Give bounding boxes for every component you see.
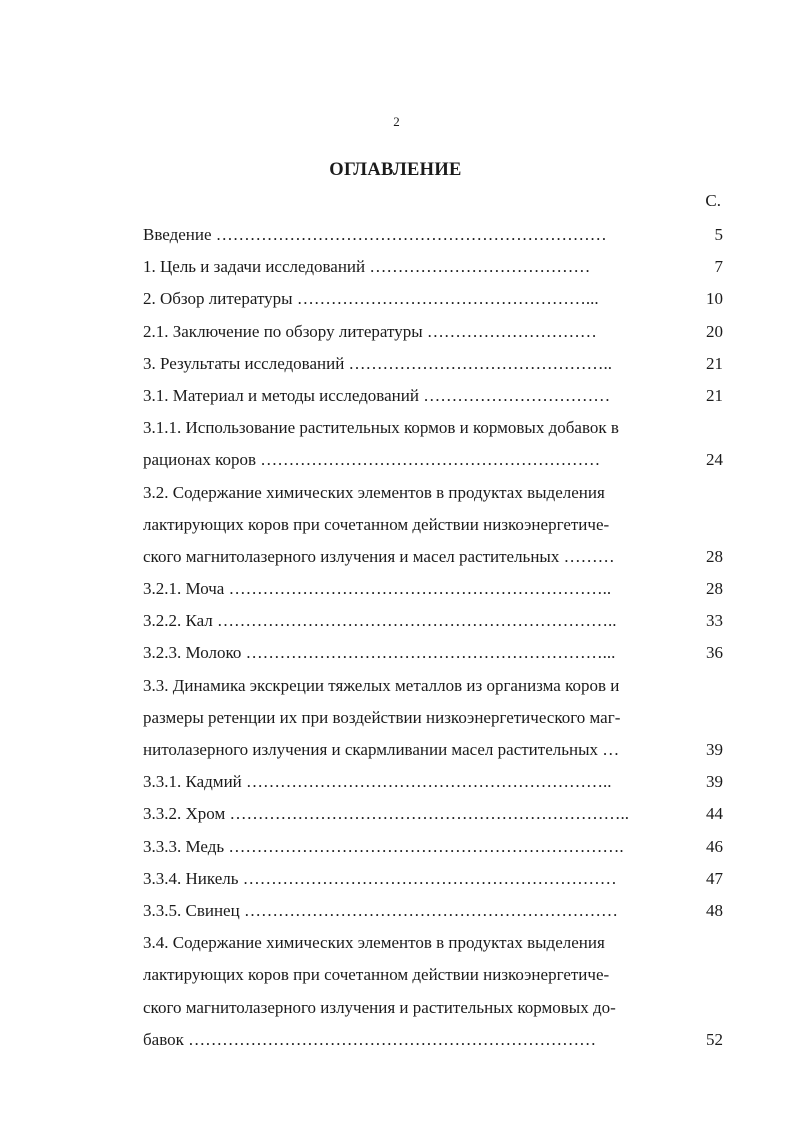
toc-entry-text: 3. Результаты исследований ……………………………………….. <box>143 353 613 373</box>
toc-entry-text: Введение …………………………………………………………… <box>143 225 607 244</box>
toc-entry-text: размеры ретенции их при воздействии низкоэнергетического маг- <box>143 707 621 727</box>
toc-entry-text: 3.2.3. Молоко ………………………………………………………... <box>143 643 616 663</box>
toc-entry <box>143 283 723 315</box>
toc-entry <box>143 831 723 863</box>
toc-entry-text: 3.1.1. Использование растительных кормов и кормовых добавок в <box>143 418 619 438</box>
toc-entry-text: 3.3. Динамика экскреции тяжелых металлов из организма коров и <box>143 675 620 695</box>
toc-entry-page: 33 <box>706 611 723 631</box>
toc-entry-text: 1. Цель и задачи исследований ………………………………… <box>143 257 591 277</box>
toc-entry <box>143 251 723 283</box>
toc-entry-text: 3.4. Содержание химических элементов в продуктах выделения <box>143 933 605 953</box>
toc-entry-page: 5 <box>714 225 723 244</box>
toc-entry <box>143 412 723 444</box>
toc-entry-page: 39 <box>706 772 723 792</box>
table-of-contents <box>143 219 723 1056</box>
toc-entry-text: ского магнитолазерного излучения и масел растительных ……… <box>143 546 615 566</box>
toc-entry-text: нитолазерного излучения и скармливании масел растительных … <box>143 740 620 759</box>
toc-entry-page: 36 <box>706 643 723 663</box>
toc-entry-page: 48 <box>706 900 723 920</box>
toc-entry-text: 3.3.1. Кадмий ……………………………………………………….. <box>143 772 612 792</box>
toc-entry <box>143 702 723 734</box>
toc-entry-text: 3.3.4. Никель ………………………………………………………… <box>143 868 617 888</box>
toc-entry-text: лактирующих коров при сочетанном действии низкоэнергетиче- <box>143 965 610 985</box>
toc-entry <box>143 959 723 991</box>
toc-entry-text: 2.1. Заключение по обзору литературы ………………………… <box>143 321 597 341</box>
toc-entry <box>143 798 723 830</box>
toc-entry <box>143 219 723 251</box>
toc-entry-text: 3.3.3. Медь ……………………………………………………………. <box>143 836 624 856</box>
toc-entry <box>143 992 723 1024</box>
toc-entry <box>143 863 723 895</box>
toc-entry-page: 39 <box>706 740 723 759</box>
toc-entry <box>143 444 723 476</box>
toc-entry-page: 44 <box>706 804 723 824</box>
toc-entry <box>143 895 723 927</box>
toc-entry-page: 47 <box>706 868 723 888</box>
toc-entry <box>143 670 723 702</box>
toc-entry <box>143 541 723 573</box>
toc-entry-text: лактирующих коров при сочетанном действии низкоэнергетиче- <box>143 514 610 534</box>
toc-entry-text: 3.3.2. Хром …………………………………………………………….. <box>143 804 629 824</box>
toc-entry <box>143 766 723 798</box>
toc-entry <box>143 1024 723 1056</box>
toc-entry <box>143 316 723 348</box>
page-title: ОГЛАВЛЕНИЕ <box>329 160 462 180</box>
toc-entry-page: 21 <box>706 353 723 373</box>
toc-entry-page: 46 <box>706 836 723 856</box>
toc-entry <box>143 605 723 637</box>
toc-entry-text: 3.2.1. Моча ………………………………………………………….. <box>143 579 612 599</box>
toc-entry-text: рационах коров …………………………………………………… <box>143 450 601 470</box>
toc-entry-page: 28 <box>706 579 723 599</box>
toc-entry <box>143 734 723 766</box>
toc-entry <box>143 637 723 669</box>
toc-entry-text: 3.3.5. Свинец ………………………………………………………… <box>143 900 618 920</box>
toc-entry-page: 20 <box>706 321 723 341</box>
toc-entry-text: 2. Обзор литературы ……………………………………………... <box>143 289 599 309</box>
toc-entry-page: 10 <box>706 289 723 309</box>
toc-entry-text: 3.2.2. Кал …………………………………………………………….. <box>143 611 617 631</box>
toc-entry-text: бавок ……………………………………………………………… <box>143 1029 597 1049</box>
toc-entry-page: 28 <box>706 546 723 566</box>
toc-entry-page: 52 <box>706 1029 723 1049</box>
toc-entry <box>143 348 723 380</box>
page-column-label: С. <box>705 191 721 210</box>
toc-entry-page: 24 <box>706 450 723 470</box>
toc-entry-page: 7 <box>714 257 723 277</box>
toc-entry-text: 3.1. Материал и методы исследований …………………………… <box>143 385 611 405</box>
toc-entry-page: 21 <box>706 385 723 405</box>
toc-entry <box>143 477 723 509</box>
toc-entry-text: 3.2. Содержание химических элементов в продуктах выделения <box>143 482 605 502</box>
toc-entry <box>143 380 723 412</box>
toc-entry <box>143 509 723 541</box>
toc-entry <box>143 573 723 605</box>
toc-entry-text: ского магнитолазерного излучения и растительных кормовых до- <box>143 997 616 1017</box>
toc-entry <box>143 927 723 959</box>
page-number: 2 <box>393 114 400 129</box>
